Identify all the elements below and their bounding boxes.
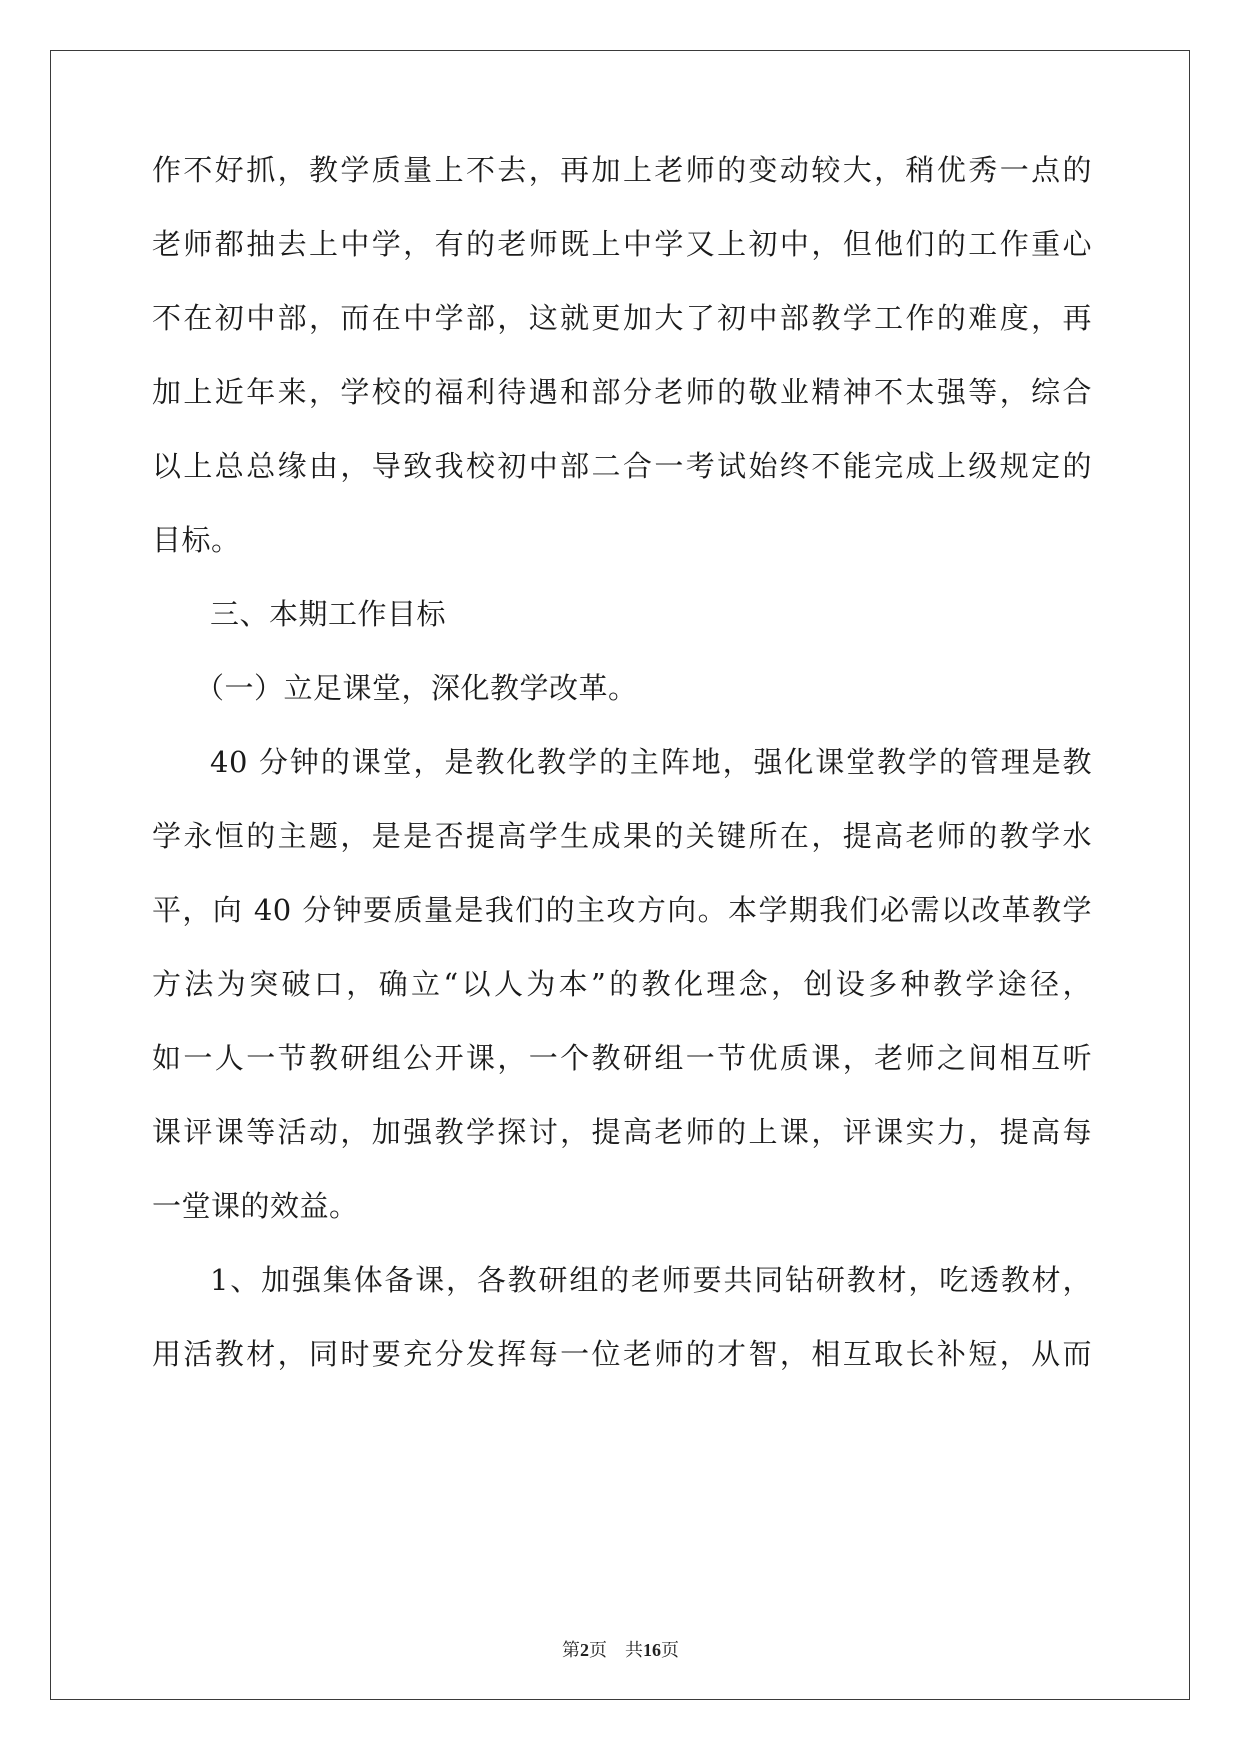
- paragraph-line: 老师都抽去上中学，有的老师既上中学又上初中，但他们的工作重心: [152, 227, 1092, 261]
- paragraph-line: 学永恒的主题，是是否提高学生成果的关键所在，提高老师的教学水: [152, 819, 1092, 853]
- paragraph-line: 方法为突破口，确立“以人为本”的教化理念，创设多种教学途径，: [152, 967, 1092, 1001]
- footer-total-pages: 16: [643, 1640, 661, 1660]
- paragraph-line: 平，向 40 分钟要质量是我们的主攻方向。本学期我们必需以改革教学: [152, 893, 1092, 927]
- footer-page-prefix: 第: [562, 1640, 580, 1660]
- footer-page-suffix: 页: [589, 1640, 607, 1660]
- paragraph-line: 40 分钟的课堂，是教化教学的主阵地，强化课堂教学的管理是教: [210, 745, 1092, 779]
- footer-total-suffix: 页: [661, 1640, 679, 1660]
- section-heading: 三、本期工作目标: [210, 597, 447, 631]
- paragraph-line: 课评课等活动，加强教学探讨，提高老师的上课，评课实力，提高每: [152, 1115, 1092, 1149]
- paragraph-line: 一堂课的效益。: [152, 1189, 359, 1223]
- paragraph-line: 1、加强集体备课，各教研组的老师要共同钻研教材，吃透教材，: [210, 1263, 1092, 1297]
- paragraph-line: 加上近年来，学校的福利待遇和部分老师的敬业精神不太强等，综合: [152, 375, 1092, 409]
- paragraph-line: 以上总总缘由，导致我校初中部二合一考试始终不能完成上级规定的: [152, 449, 1092, 483]
- paragraph-line: 如一人一节教研组公开课，一个教研组一节优质课，老师之间相互听: [152, 1041, 1092, 1075]
- paragraph-line: 目标。: [152, 523, 241, 557]
- footer-page-number: 2: [580, 1640, 589, 1660]
- paragraph-line: 作不好抓，教学质量上不去，再加上老师的变动较大，稍优秀一点的: [152, 153, 1092, 187]
- page-footer: [0, 1636, 1241, 1662]
- footer-total-prefix: 共: [625, 1640, 643, 1660]
- paragraph-line: 用活教材，同时要充分发挥每一位老师的才智，相互取长补短，从而: [152, 1337, 1092, 1371]
- paragraph-line: 不在初中部，而在中学部，这就更加大了初中部教学工作的难度，再: [152, 301, 1092, 335]
- subsection-heading: （一）立足课堂，深化教学改革。: [195, 671, 638, 705]
